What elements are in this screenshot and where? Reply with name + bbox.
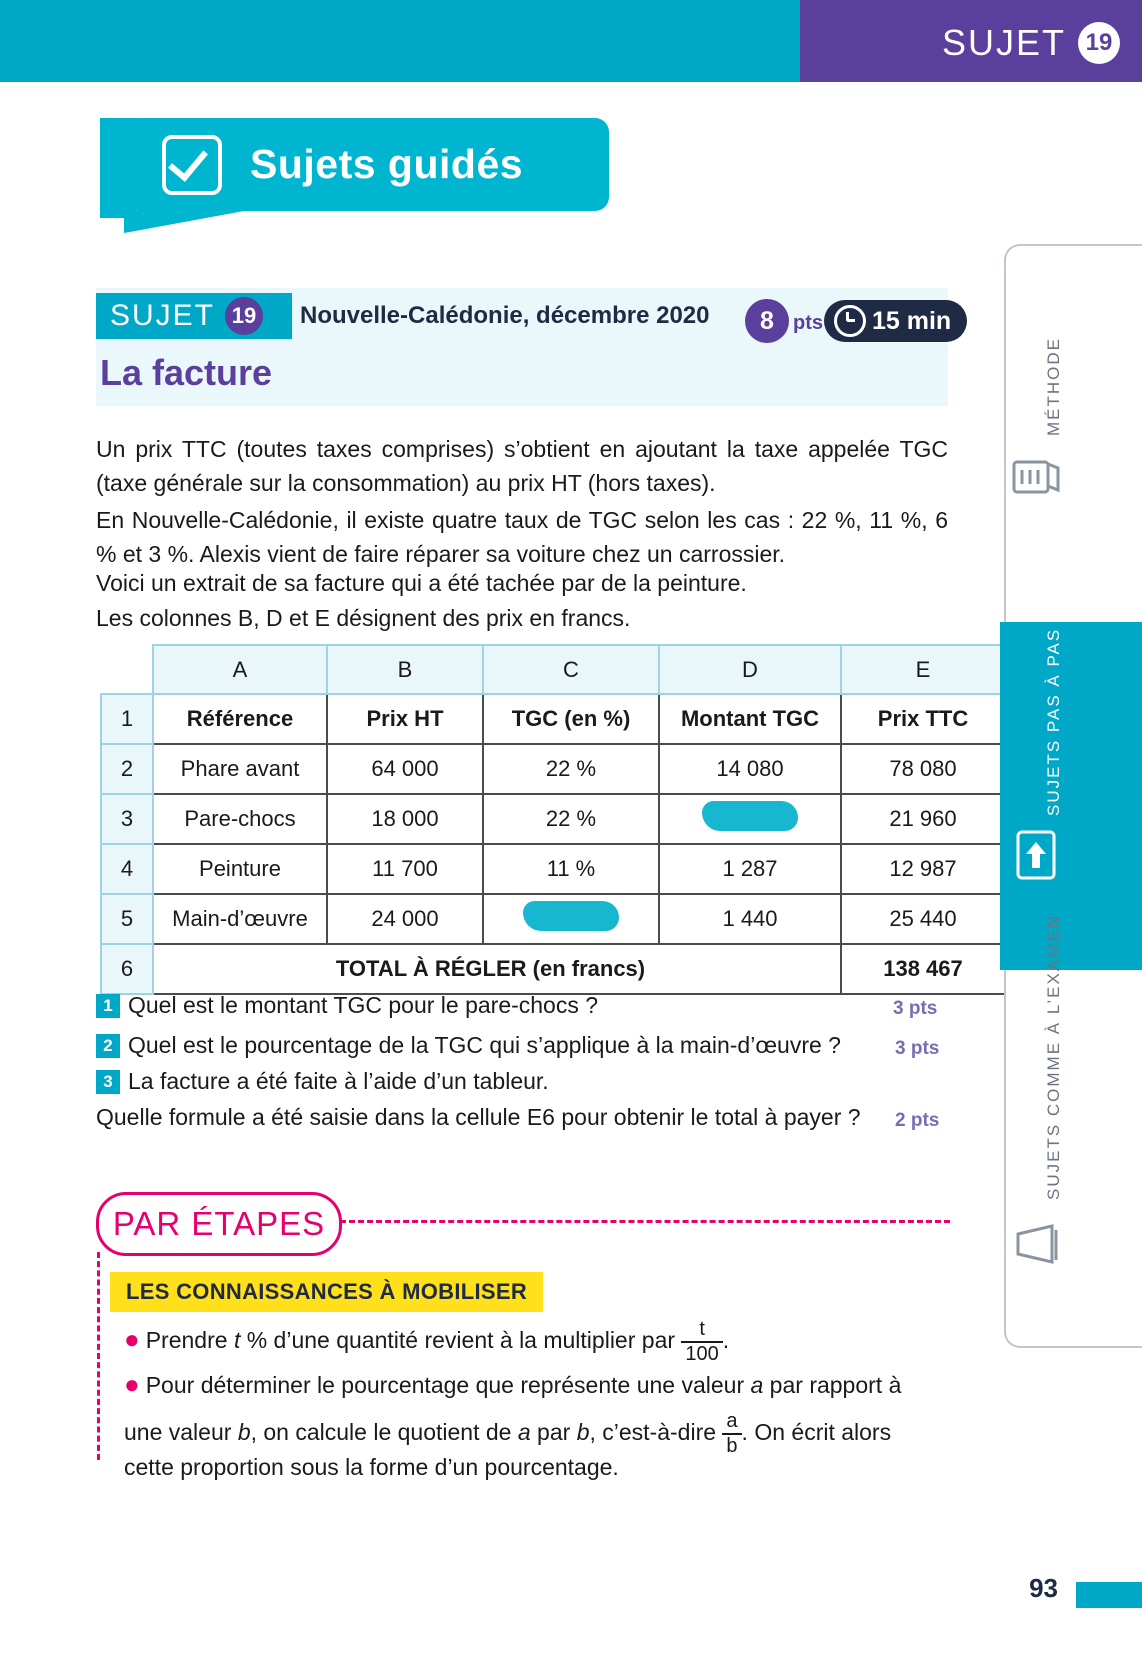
row-number: 4 <box>101 844 153 894</box>
subject-tag-label: SUJET <box>110 299 216 332</box>
question-2-points: 3 pts <box>895 1038 940 1059</box>
bullet-2-text-a: Pour déterminer le pourcentage que représente une valeur <box>145 1372 751 1398</box>
column-header-b: B <box>327 645 483 694</box>
row-number: 2 <box>101 744 153 794</box>
column-header-a: A <box>153 645 327 694</box>
bullet-2-var-b: b <box>237 1419 251 1446</box>
bullet-2-text-f: , c’est-à-dire <box>589 1419 723 1446</box>
question-1-text: Quel est le montant TGC pour le pare-chocs ? <box>128 992 599 1018</box>
bullet-2-text-b: par rapport à <box>763 1372 902 1398</box>
cell-c4: 11 % <box>483 844 659 894</box>
duration-label: 15 min <box>872 306 952 335</box>
table-row <box>101 844 1005 894</box>
table-total-row <box>101 944 1005 994</box>
question-3-points: 2 pts <box>895 1110 940 1131</box>
intro-paragraph-2: En Nouvelle-Calédonie, il existe quatre taux de TGC selon les cas : 22 %, 11 %, 6 % et 3 %. Alexis vient de faire réparer sa voiture chez un carrossier. <box>96 507 948 567</box>
banner-foot <box>124 211 244 233</box>
fraction-t-over-100 <box>681 1318 722 1366</box>
cell-e2: 78 080 <box>841 744 1005 794</box>
bullet-1-text-b: % d’une quantité revient à la multiplier par <box>240 1327 682 1354</box>
table-row <box>101 694 1005 744</box>
fraction-denominator: b <box>726 1435 738 1457</box>
column-header-e: E <box>841 645 1005 694</box>
cell-c2: 22 % <box>483 744 659 794</box>
row-number: 5 <box>101 894 153 944</box>
steps-title: PAR ÉTAPES <box>112 1205 326 1242</box>
question-2-text: Quel est le pourcentage de la TGC qui s’applique à la main-d’œuvre ? <box>128 1032 841 1058</box>
row-number: 6 <box>101 944 153 994</box>
cell-d3-paint-blot <box>659 794 841 844</box>
paint-blot-icon <box>702 801 798 831</box>
cell-d4: 1 287 <box>659 844 841 894</box>
knowledge-bullet-2-line3: cette proportion sous la forme d’un pourcentage. <box>124 1454 619 1480</box>
cell-b2: 64 000 <box>327 744 483 794</box>
cell-e4: 12 987 <box>841 844 1005 894</box>
question-3-number: 3 <box>96 1070 120 1094</box>
cell-d5: 1 440 <box>659 894 841 944</box>
table-row <box>101 894 1005 944</box>
row-number: 1 <box>101 694 153 744</box>
bullet-2-text-g: . On écrit alors <box>741 1419 892 1446</box>
bullet-2-text-e: par <box>530 1419 577 1446</box>
cell-a3: Pare-chocs <box>153 794 327 844</box>
bullet-dot-icon: ● <box>124 1369 140 1399</box>
footer-bar <box>1076 1582 1142 1608</box>
cell-d2: 14 080 <box>659 744 841 794</box>
knowledge-bullet-2-line1 <box>124 1367 944 1402</box>
bullet-2-var-a2: a <box>517 1419 531 1446</box>
side-tab-label-examen[interactable]: SUJETS COMME À L’EXAMEN <box>1044 914 1063 1200</box>
question-3-text: La facture a été faite à l’aide d’un tableur. <box>128 1068 549 1094</box>
question-2 <box>96 1032 841 1059</box>
bullet-1-text-c: . <box>722 1327 730 1354</box>
fraction-numerator: a <box>722 1410 741 1435</box>
bullet-2-var-b2: b <box>576 1419 590 1446</box>
table-row <box>101 794 1005 844</box>
page-title: La facture <box>100 352 273 393</box>
page-number: 93 <box>1029 1573 1058 1603</box>
question-3 <box>96 1068 549 1095</box>
intro-paragraph-1: Un prix TTC (toutes taxes comprises) s’obtient en ajoutant la taxe appelée TGC (taxe générale sur la consommation) au prix HT (hors taxes). <box>96 436 948 496</box>
side-tab-label-methode[interactable]: MÉTHODE <box>1044 337 1063 436</box>
fraction-numerator: t <box>681 1318 722 1343</box>
check-box-icon <box>162 135 222 195</box>
points-label: pts <box>793 312 823 334</box>
subject-origin: Nouvelle-Calédonie, décembre 2020 <box>300 302 710 329</box>
cell-a1: Référence <box>153 694 327 744</box>
book-icon <box>1010 456 1062 498</box>
bullet-2-var-a: a <box>750 1372 764 1398</box>
cell-c1: TGC (en %) <box>483 694 659 744</box>
table-corner <box>101 645 153 694</box>
steps-title-box <box>96 1192 342 1256</box>
question-1-points: 3 pts <box>893 998 938 1019</box>
question-1-number: 1 <box>96 994 120 1018</box>
question-1 <box>96 992 598 1019</box>
question-2-number: 2 <box>96 1034 120 1058</box>
cell-b3: 18 000 <box>327 794 483 844</box>
bullet-1-var: t <box>233 1327 241 1354</box>
clock-icon <box>834 305 866 337</box>
paint-blot-icon <box>523 901 619 931</box>
subject-tag-number: 19 <box>225 297 263 335</box>
duration-badge <box>824 300 967 342</box>
cell-e5: 25 440 <box>841 894 1005 944</box>
column-header-d: D <box>659 645 841 694</box>
notebook-icon <box>1012 1222 1064 1268</box>
column-header-c: C <box>483 645 659 694</box>
side-tab-label-pas-a-pas[interactable]: SUJETS PAS À PAS <box>1044 627 1063 816</box>
top-purple-bar <box>800 0 1142 82</box>
invoice-table <box>100 644 1006 995</box>
total-value: 138 467 <box>841 944 1005 994</box>
steps-dashed-line <box>340 1220 950 1223</box>
bullet-dot-icon: ● <box>124 1324 140 1355</box>
banner-label: Sujets guidés <box>250 141 524 187</box>
cell-c5-paint-blot <box>483 894 659 944</box>
cell-c3: 22 % <box>483 794 659 844</box>
cell-b4: 11 700 <box>327 844 483 894</box>
bullet-1-text-a: Prendre <box>145 1327 234 1354</box>
cell-e1: Prix TTC <box>841 694 1005 744</box>
cell-d1: Montant TGC <box>659 694 841 744</box>
cell-b5: 24 000 <box>327 894 483 944</box>
subject-tag <box>96 293 292 339</box>
cell-a2: Phare avant <box>153 744 327 794</box>
arrow-up-icon <box>1012 828 1060 882</box>
knowledge-title: LES CONNAISSANCES À MOBILISER <box>126 1279 528 1304</box>
header-sujet-number: 19 <box>1078 22 1120 64</box>
row-number: 3 <box>101 794 153 844</box>
points-badge: 8 <box>745 299 789 343</box>
cell-a4: Peinture <box>153 844 327 894</box>
knowledge-title-box <box>110 1272 543 1312</box>
header-sujet-label: SUJET <box>941 22 1066 63</box>
bullet-2-text-d: , on calcule le quotient de <box>250 1419 518 1446</box>
table-row <box>101 744 1005 794</box>
intro-paragraph-3: Voici un extrait de sa facture qui a été tachée par de la peinture. <box>96 570 747 596</box>
intro-paragraph-4: Les colonnes B, D et E désignent des prix en francs. <box>96 605 631 631</box>
steps-dashed-vertical <box>97 1252 100 1460</box>
knowledge-bullet-1 <box>124 1318 924 1366</box>
fraction-denominator: 100 <box>685 1343 719 1365</box>
side-tab-active[interactable] <box>1000 622 1142 970</box>
cell-e3: 21 960 <box>841 794 1005 844</box>
top-cyan-bar <box>0 0 810 82</box>
cell-b1: Prix HT <box>327 694 483 744</box>
bullet-2-text-c: une valeur <box>124 1419 238 1446</box>
table-column-header-row <box>101 645 1005 694</box>
question-3-followup: Quelle formule a été saisie dans la cellule E6 pour obtenir le total à payer ? <box>96 1104 861 1130</box>
total-label: TOTAL À RÉGLER (en francs) <box>153 944 841 994</box>
cell-a5: Main-d’œuvre <box>153 894 327 944</box>
